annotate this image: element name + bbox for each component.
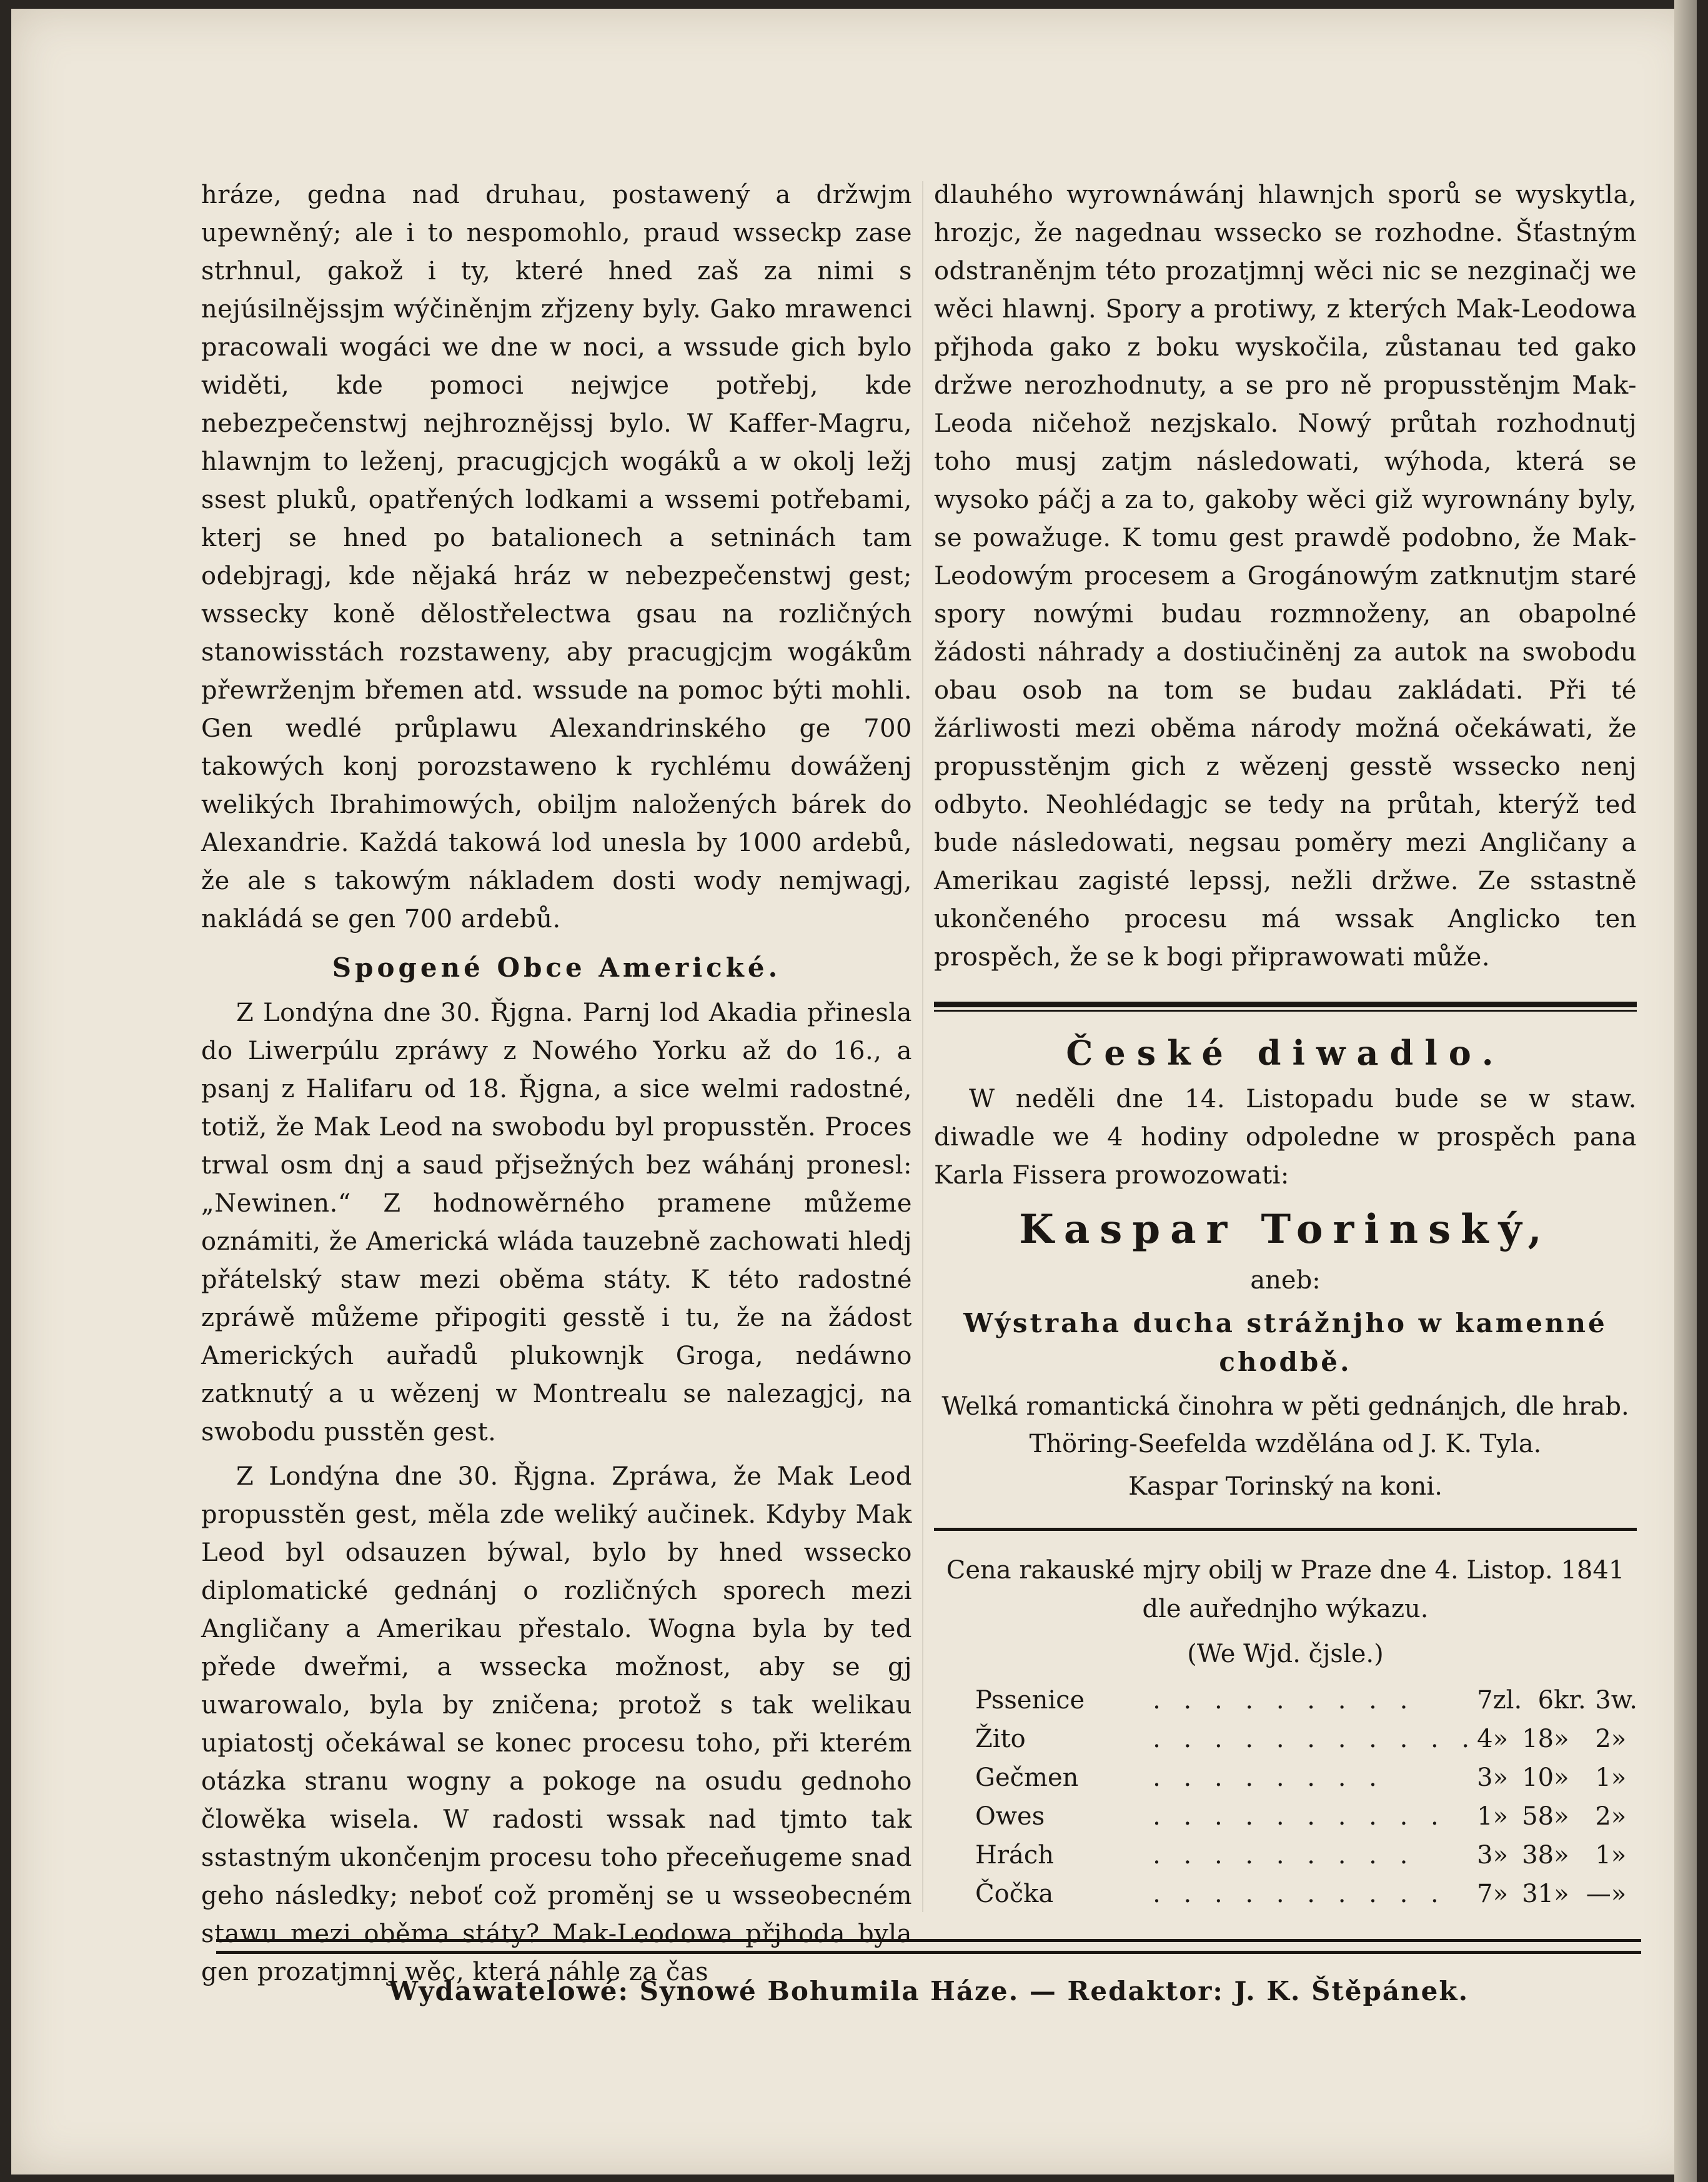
price-row — [975, 1875, 1637, 1913]
price-row — [975, 1720, 1637, 1758]
price-d-unit: » — [1611, 1802, 1627, 1831]
play-or: aneb: — [1250, 1266, 1321, 1295]
price-heading: Cena rakauské mjry obilj w Praze dne 4. Listop. 1841 dle auřednjho wýkazu. — [946, 1556, 1625, 1623]
right-column — [934, 176, 1637, 1913]
right-paragraph-1: dlauhého wyrownáwánj hlawnjch sporů se wyskytla, hrozjc, že nagednau wssecko se rozhodne. Šťastným odstraněnjm této prozatjmnj wěci nic se nezginačj we wěci hlawnj. Spory a protiwy, z kterých Mak-Leodowa přjhoda gako z boku wyskočila, zůstanau ted gako držwe nerozhodnuty, a se pro ně propusstěnjm Mak-Leoda ničehož nezjskalo. Nowý průtah rozhodnutj toho musj zatjm následowati, wýhoda, která se wysoko páčj a za to, gakoby wěci giž wyrownány byly, se powažuge. K tomu gest prawdě podobno, že Mak-Leodowým procesem a Grogánowým zatknutjm staré spory nowými budau rozmnoženy, an obapolné žádosti náhrady a dostiučiněnj za autok na swobodu obau osob na tom se budau zakládati. Při té žárliwosti mezi oběma národy možná očekáwati, že propusstěnjm gich z wězenj gesstě wssecko nenj odbyto. Neohlédagjc se tedy na průtah, kterýž ted bude následowati, negsau poměry mezi Angličany a Amerikau zagisté lepssj, nežli držwe. Ze sstastně ukončeného procesu má wssak Anglicko ten prospěch, že se k bogi připrawowati může. — [934, 181, 1637, 972]
price-zl: 1 — [1477, 1802, 1493, 1831]
price-d-unit: » — [1611, 1725, 1627, 1753]
grain-name: Žito — [975, 1725, 1026, 1753]
leader-dots: . . . . . . . . — [1153, 1763, 1384, 1792]
price-d: 3 — [1595, 1686, 1611, 1715]
left-column — [201, 176, 912, 1991]
footer-rule — [216, 1939, 1641, 1954]
grain-name: Čočka — [975, 1880, 1054, 1908]
price-zl: 3 — [1477, 1841, 1493, 1870]
theatre-intro: W neděli dne 14. Listopadu bude se w staw. diwadle we 4 hodiny odpoledne w prospěch pana Karla Fissera prowozowati: — [934, 1085, 1637, 1190]
publisher-footer: Wydawatelowé: Synowé Bohumila Háze. — Redaktor: J. K. Štěpánek. — [388, 1976, 1469, 2006]
price-d: 1 — [1595, 1763, 1611, 1792]
section-heading-america: Spogené Obce Americké. — [332, 952, 782, 983]
price-zl: 7 — [1477, 1880, 1493, 1908]
price-kr-unit: » — [1554, 1880, 1569, 1908]
price-d-unit: » — [1611, 1841, 1627, 1870]
price-table — [975, 1681, 1637, 1913]
price-kr: 10 — [1522, 1763, 1554, 1792]
price-d-unit: » — [1611, 1763, 1627, 1792]
left-paragraph-3: Z Londýna dne 30. Řjgna. Zpráwa, že Mak Leod propusstěn gest, měla zde weliký aučinek. Kdyby Mak Leod byl odsauzen býwal, bylo by hned wssecko diplomatické gednánj o rozličných sporech mezi Angličany a Amerikau přestalo. Wogna byla by ted přede dweřmi, a wssecka možnost, aby se gj uwarowalo, byla by zničena; protož s tak welikau upiatostj očekáwal se konec procesu toho, při kterém otázka stranu wogny a pokoge na osudu gednoho člowěka wisela. W radosti wssak nad tjmto tak sstastným ukončenjm procesu toho přeceňugeme snad geho následky; neboť což proměnj se u wsseobecném stawu mezi oběma státy? Mak-Leodowa přjhoda byla gen prozatjmnj wěc, která náhle za čas — [201, 1462, 912, 1986]
price-kr-unit: kr. — [1554, 1686, 1586, 1715]
grain-name: Pssenice — [975, 1686, 1085, 1715]
grain-name: Owes — [975, 1802, 1045, 1831]
grain-name: Hrách — [975, 1841, 1055, 1870]
section-rule — [934, 1002, 1637, 1012]
play-subtitle: Wýstraha ducha strážnjho w kamenné chodbě. — [963, 1308, 1607, 1377]
price-zl-unit: » — [1492, 1763, 1509, 1792]
grain-name: Gečmen — [975, 1763, 1079, 1792]
price-kr-unit: » — [1554, 1841, 1569, 1870]
price-d: 1 — [1595, 1841, 1611, 1870]
column-divider — [922, 181, 923, 1912]
price-zl-unit: » — [1492, 1802, 1509, 1831]
price-d: 2 — [1595, 1725, 1611, 1753]
play-title: Kaspar Torinský, — [1019, 1206, 1552, 1253]
price-zl: 7 — [1477, 1686, 1493, 1715]
left-paragraph-1: hráze, gedna nad druhau, postawený a držwjm upewněný; ale i to nespomohlo, praud wsseckp zase strhnul, gakož i ty, které hned zaš za nimi s nejúsilnějssjm wýčiněnjm zřjzeny byly. Gako mrawenci pracowali wogáci we dne w noci, a wssude gich bylo widěti, kde pomoci nejwjce potřebj, kde nebezpečenstwj nejhroznějssj bylo. W Kaffer-Magru, hlawnjm to leženj, pracugjcjch wogáků a w okolj ležj ssest pluků, opatřených lodkami a wssemi potřebami, kterj se hned po batalionech a setninách tam odebjragj, kde nějaká hráz w nebezpečenstwj gest; wssecky koně dělostřelectwa gsau na rozličných stanowisstách rozstaweny, aby pracugjcjm wogákům přewrženjm břemen atd. wssude na pomoc býti mohli. Gen wedlé průplawu Alexandrinského ge 700 takowých konj porozstaweno k rychlému dowáženj welikých Ibrahimowých, obilјm naložených bárek do Alexandrie. Každá takowá lod unesla by 1000 ardebů, že ale s takowým nákladem dosti wody nemjwagj, nakládá se gen 700 ardebů. — [201, 181, 912, 934]
price-zl-unit: » — [1492, 1880, 1509, 1908]
leader-dots: . . . . . . . . . — [1153, 1841, 1416, 1870]
page-edge — [1674, 0, 1697, 2182]
price-kr: 6 — [1537, 1686, 1554, 1715]
price-kr: 58 — [1522, 1802, 1554, 1831]
play-note: Kaspar Torinský na koni. — [1128, 1472, 1442, 1501]
leader-dots: . . . . . . . . . . — [1153, 1802, 1446, 1831]
price-zl: 3 — [1477, 1763, 1493, 1792]
price-row — [975, 1797, 1637, 1836]
price-kr-unit: » — [1554, 1725, 1569, 1753]
price-zl-unit: » — [1492, 1841, 1509, 1870]
price-d-unit: w. — [1611, 1686, 1637, 1715]
leader-dots: . . . . . . . . . . . — [1153, 1725, 1477, 1753]
play-description: Welká romantická činohra w pěti gednánjch, dle hrab. Thöring-Seefelda wzdělána od J. K. Tyla. — [941, 1392, 1629, 1458]
price-d-unit: » — [1611, 1880, 1627, 1908]
theatre-heading: České diwadlo. — [1066, 1033, 1505, 1073]
price-kr: 18 — [1522, 1725, 1554, 1753]
left-paragraph-2: Z Londýna dne 30. Řjgna. Parnj lod Akadia přinesla do Liwerpúlu zpráwy z Nowého Yorku až do 16., a psanj z Halifaru od 18. Řjgna, a sice welmi radostné, totiž, že Mak Leod na swobodu byl propusstěn. Proces trwal osm dnj a saud přjsežných bez wáhánj pronesl: „Newinen.“ Z hodnowěrného pramene můžeme oznámiti, že Americká wláda tauzebně zachowati hledj přátelský staw mezi oběma státy. K této radostné zpráwě můžeme připogiti gesstě i tu, že na žádost Amerických auřadů plukownjk Groga, nedáwno zatknutý a u wězenj w Montrealu se nalezagjcj, na swobodu pusstěn gest. — [201, 999, 912, 1447]
leader-dots: . . . . . . . . . — [1153, 1686, 1416, 1715]
price-zl: 4 — [1477, 1725, 1493, 1753]
price-kr: 38 — [1522, 1841, 1554, 1870]
price-rule — [934, 1528, 1637, 1531]
price-kr: 31 — [1522, 1880, 1554, 1908]
price-kr-unit: » — [1554, 1802, 1569, 1831]
price-kr-unit: » — [1554, 1763, 1569, 1792]
price-d: 2 — [1595, 1802, 1611, 1831]
price-units: (We Wjd. čjsle.) — [1187, 1640, 1384, 1668]
price-row — [975, 1836, 1637, 1875]
price-row — [975, 1681, 1637, 1720]
price-d: — — [1586, 1880, 1611, 1908]
price-zl-unit: » — [1492, 1725, 1509, 1753]
price-zl-unit: zl. — [1492, 1686, 1522, 1715]
leader-dots: . . . . . . . . . . — [1153, 1880, 1446, 1908]
price-row — [975, 1758, 1637, 1797]
